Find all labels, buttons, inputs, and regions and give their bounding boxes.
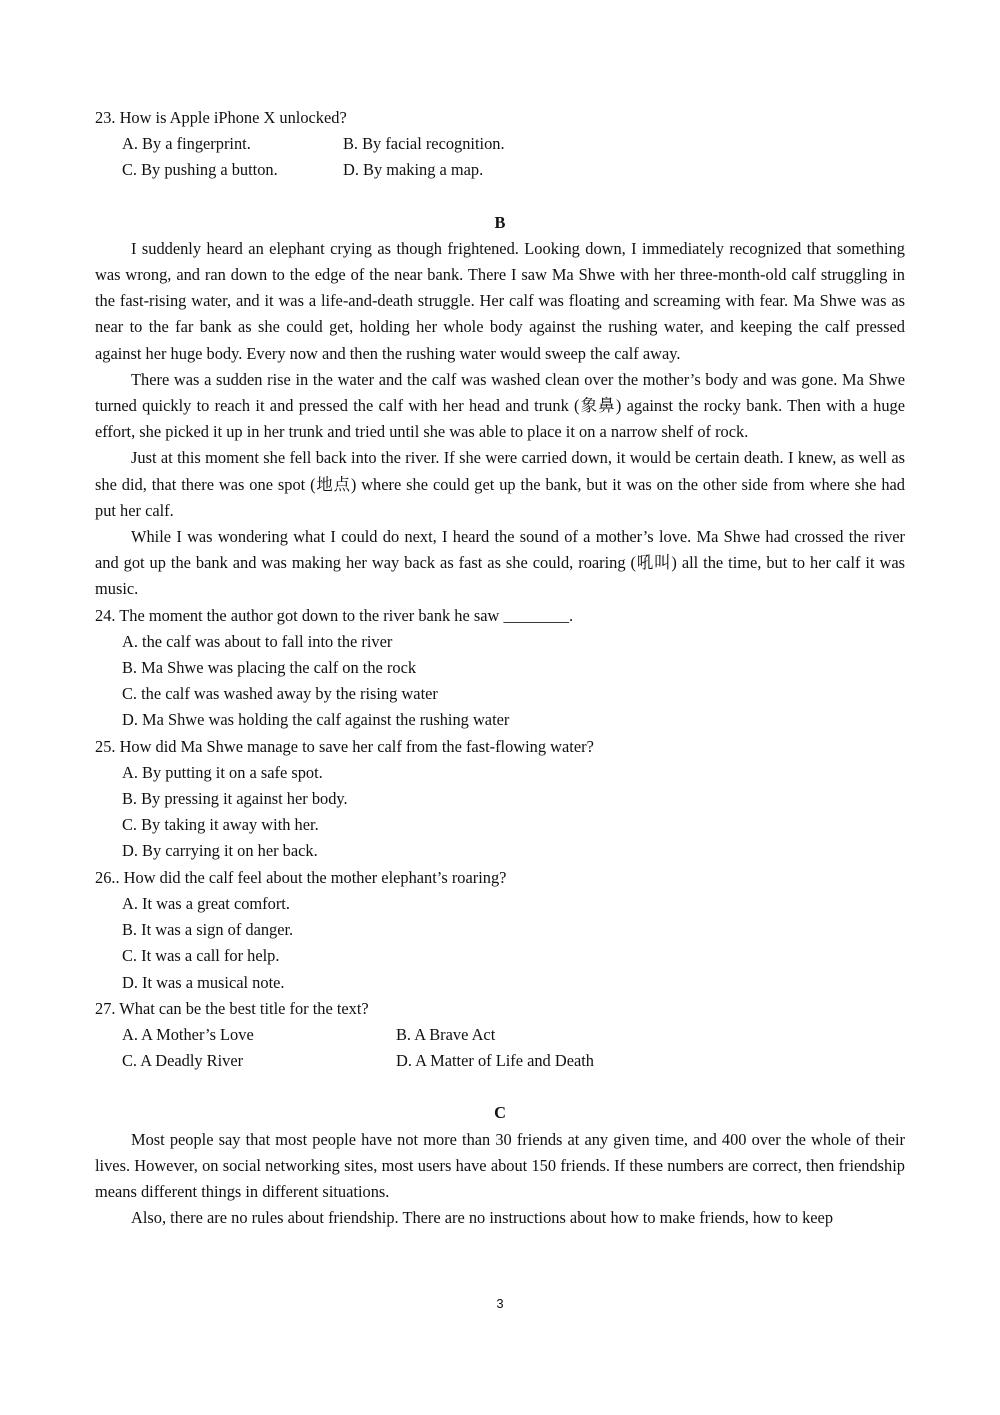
option-24-a: A. the calf was about to fall into the river <box>122 631 393 651</box>
question-27-text: 27. What can be the best title for the text? <box>95 998 369 1018</box>
option-26-d: D. It was a musical note. <box>122 972 285 992</box>
question-23-options-row-1 <box>95 131 905 157</box>
section-c-heading: C <box>494 1103 506 1123</box>
option-23-b: B. By facial recognition. <box>343 134 505 154</box>
question-23-options-row-2 <box>95 157 905 183</box>
option-26-a: A. It was a great comfort. <box>122 893 290 913</box>
option-27-a: A. A Mother’s Love <box>122 1024 254 1044</box>
question-24 <box>95 603 905 734</box>
option-26-b: B. It was a sign of danger. <box>122 920 294 940</box>
question-27 <box>95 996 905 1075</box>
section-c <box>95 1100 905 1231</box>
spacer <box>95 1074 905 1100</box>
option-26-c: C. It was a call for help. <box>122 946 280 966</box>
option-27-d: D. A Matter of Life and Death <box>396 1051 594 1071</box>
question-23 <box>95 105 905 184</box>
page-content <box>95 105 905 1231</box>
question-24-text: 24. The moment the author got down to the river bank he saw ________. <box>95 605 574 625</box>
option-27-c: C. A Deadly River <box>122 1051 244 1071</box>
question-23-text: 23. How is Apple iPhone X unlocked? <box>95 108 347 127</box>
option-27-b: B. A Brave Act <box>396 1024 496 1044</box>
spacer <box>95 184 905 210</box>
option-25-d: D. By carrying it on her back. <box>122 841 318 861</box>
question-25 <box>95 734 905 865</box>
passage-c-paragraph: Also, there are no rules about friendship. There are no instructions about how to make friends, how to keep <box>131 1208 834 1228</box>
option-23-d: D. By making a map. <box>343 160 484 180</box>
page-number: 3 <box>496 1296 504 1311</box>
section-b <box>95 210 905 603</box>
question-26 <box>95 865 905 996</box>
option-24-c: C. the calf was washed away by the rising water <box>122 684 438 704</box>
passage-b-paragraph: While I was wondering what I could do next, I heard the sound of a mother’s love. Ma Shwe had crossed the river and got up the bank and was making her way back as fast as she could, roaring (吼叫) all the time, but to her calf it was music. <box>95 527 905 599</box>
passage-b-paragraph: I suddenly heard an elephant crying as though frightened. Looking down, I immediately recognized that something was wrong, and ran down to the edge of the near bank. There I saw Ma Shwe with her three-month-old calf struggling in the fast-rising water, and it was a life-and-death struggle. Her calf was floating and screaming with fear. Ma Shwe was as near to the far bank as she could get, holding her whole body against the rushing water, and keeping the calf pressed against her huge body. Every now and then the rushing water would sweep the calf away. <box>95 238 905 363</box>
option-25-b: B. By pressing it against her body. <box>122 789 348 809</box>
question-27-options-row-2 <box>95 1048 905 1074</box>
passage-b-paragraph: Just at this moment she fell back into the river. If she were carried down, it would be certain death. I knew, as well as she did, that there was one spot (地点) where she could get up the bank, but it was on the other side from where she had put her calf. <box>95 448 905 520</box>
passage-b-paragraph: There was a sudden rise in the water and the calf was washed clean over the mother’s body and was gone. Ma Shwe turned quickly to reach it and pressed the calf with her head and trunk (象鼻) against the rocky bank. Then with a huge effort, she picked it up in her trunk and tried until she was able to place it on a narrow shelf of rock. <box>95 369 905 442</box>
question-25-text: 25. How did Ma Shwe manage to save her calf from the fast-flowing water? <box>95 736 594 756</box>
option-23-c: C. By pushing a button. <box>122 160 278 180</box>
option-25-c: C. By taking it away with her. <box>122 815 319 835</box>
option-24-b: B. Ma Shwe was placing the calf on the rock <box>122 658 417 678</box>
section-b-heading: B <box>494 212 506 232</box>
question-27-options-row-1 <box>95 1022 905 1048</box>
option-25-a: A. By putting it on a safe spot. <box>122 762 323 782</box>
option-23-a: A. By a fingerprint. <box>122 134 251 154</box>
question-26-text: 26.. How did the calf feel about the mother elephant’s roaring? <box>95 867 507 887</box>
passage-c-paragraph: Most people say that most people have not more than 30 friends at any given time, and 400 over the whole of their lives. However, on social networking sites, most users have about 150 friends. If these numbers are correct, then friendship means different things in different situations. <box>95 1129 905 1201</box>
option-24-d: D. Ma Shwe was holding the calf against the rushing water <box>122 710 510 730</box>
